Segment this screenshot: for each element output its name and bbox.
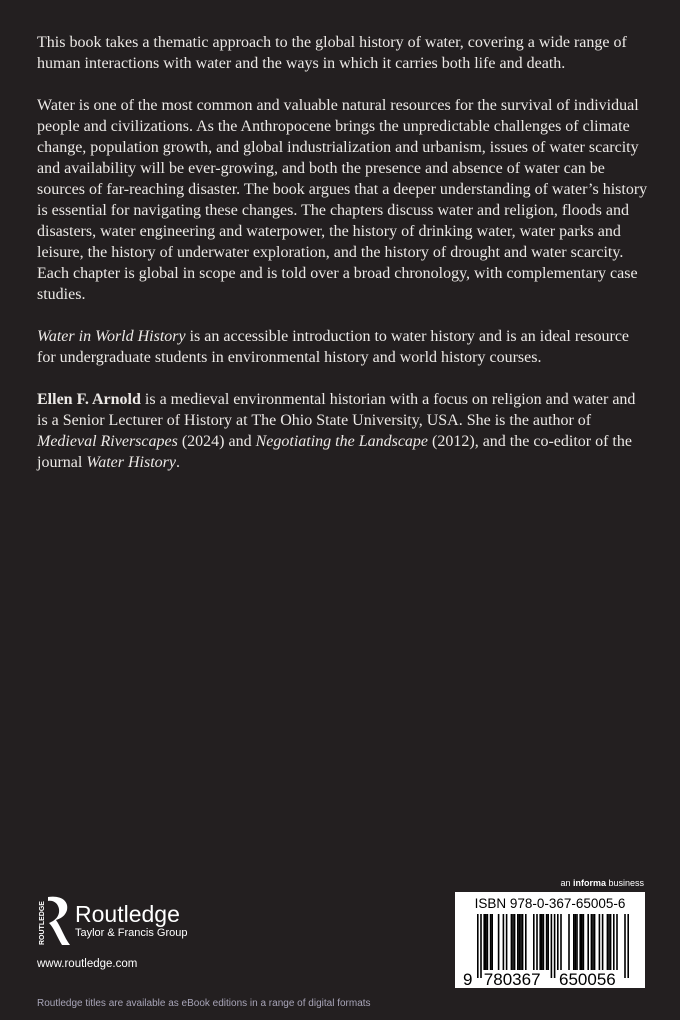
barcode-bar (587, 914, 589, 970)
barcode-bars (463, 914, 639, 986)
barcode-digits: 780367 (483, 970, 541, 986)
barcode-bar (480, 914, 482, 978)
barcode-bar (568, 914, 570, 970)
informa-prefix: an (560, 878, 573, 888)
barcode-bar (610, 914, 612, 970)
barcode-bar (575, 914, 577, 970)
barcode-bar (579, 914, 581, 970)
barcode-bar (503, 914, 505, 970)
barcode-bar (491, 914, 493, 970)
book-title: Medieval Riverscapes (37, 433, 178, 450)
barcode-bar (543, 914, 545, 970)
barcode-bar (551, 914, 553, 978)
barcode-bar (539, 914, 541, 970)
informa-business-tag (560, 878, 644, 888)
bio-text: is a medieval environmental historian with a focus on religion and water and is a Senior Lecturer of History at The Ohio State University, USA. She is the author of (37, 391, 636, 429)
book-title: Negotiating the Landscape (255, 433, 429, 450)
barcode-bar (583, 914, 585, 970)
blurb-text: is an accessible introduction to water history and is an ideal resource for undergraduate students in environmental history and world history courses. (37, 328, 630, 366)
barcode-bar (607, 914, 609, 970)
back-cover-blurb (37, 32, 649, 494)
barcode-bar (536, 914, 538, 970)
blurb-paragraph-3 (37, 326, 649, 368)
isbn-label: ISBN 978-0-367-65005-6 (474, 896, 626, 911)
barcode-bar (581, 914, 583, 970)
barcode-bar (616, 914, 618, 970)
barcode-bar (533, 914, 535, 970)
barcode-bar (517, 914, 519, 970)
publisher-group: Taylor & Francis Group (75, 927, 188, 939)
barcode-bar (511, 914, 513, 970)
barcode-bar (485, 914, 487, 970)
bio-text: (2012), and the co-editor of the journal (37, 433, 632, 471)
author-name: Ellen F. Arnold (37, 391, 141, 408)
barcode-bar (498, 914, 500, 970)
barcode-bar (576, 914, 578, 970)
informa-suffix: business (605, 878, 644, 888)
barcode-bar (525, 914, 527, 970)
routledge-r-icon (37, 895, 71, 947)
barcode-digits: 650056 (559, 970, 616, 986)
barcode-bar (573, 914, 575, 970)
author-bio (37, 389, 649, 473)
barcode-bar (487, 914, 489, 970)
barcode-bar (490, 914, 492, 970)
barcode-bar (541, 914, 543, 970)
blurb-paragraph-1: This book takes a thematic approach to the global history of water, covering a wide range of human interactions with water and the ways in which it carries both life and death. (37, 34, 627, 72)
svg-text:ROUTLEDGE: ROUTLEDGE (39, 901, 46, 945)
barcode-bar (483, 914, 485, 970)
barcode-bar (506, 914, 508, 970)
barcode-digits: 9 (463, 970, 473, 986)
barcode-bar (546, 914, 548, 970)
publisher-name: Routledge (75, 901, 180, 927)
barcode-bar (554, 914, 556, 978)
barcode-bar (602, 914, 604, 970)
book-title: Water in World History (37, 328, 186, 345)
ebook-note: Routledge titles are available as eBook editions in a range of digital formats (37, 998, 371, 1009)
bio-text: . (175, 454, 180, 471)
publisher-url: www.routledge.com (37, 958, 138, 970)
isbn-barcode (455, 892, 645, 988)
barcode-bar (592, 914, 594, 970)
barcode-bar (624, 914, 626, 978)
barcode-bar (522, 914, 524, 970)
informa-brand: informa (572, 878, 606, 888)
barcode-bar (477, 914, 479, 978)
blurb-paragraph-2: Water is one of the most common and valuable natural resources for the survival of individual people and civilizations. As the Anthropocene brings the unpredictable challenges of climate change, population growth, and global industrialization and urbanism, issues of water scarcity and availability will be ever-growing, and both the presence and absence of water can be sources of far-reaching disaster. The book argues that a deeper understanding of water’s history is essential for navigating these changes. The chapters discuss water and religion, floods and disasters, water engineering and waterpower, the history of drinking water, water parks and leisure, the history of underwater exploration, and the history of drought and water scarcity. Each chapter is global in scope and is told over a broad chronology, with complementary case studies. (37, 97, 648, 303)
routledge-logo (37, 895, 187, 947)
barcode-bar (560, 914, 562, 970)
barcode-bar (547, 914, 549, 970)
barcode-bar (512, 914, 514, 970)
barcode-bar (591, 914, 593, 970)
barcode-bar (594, 914, 596, 970)
barcode-bar (514, 914, 516, 970)
barcode-bar (519, 914, 521, 970)
barcode-bar (557, 914, 559, 970)
barcode-bar (613, 914, 615, 970)
barcode-bar (520, 914, 522, 970)
barcode-bar (627, 914, 629, 978)
barcode-bar (608, 914, 610, 970)
bio-text: (2024) and (177, 433, 256, 450)
barcode-bar (599, 914, 601, 970)
journal-title: Water History (86, 454, 176, 471)
